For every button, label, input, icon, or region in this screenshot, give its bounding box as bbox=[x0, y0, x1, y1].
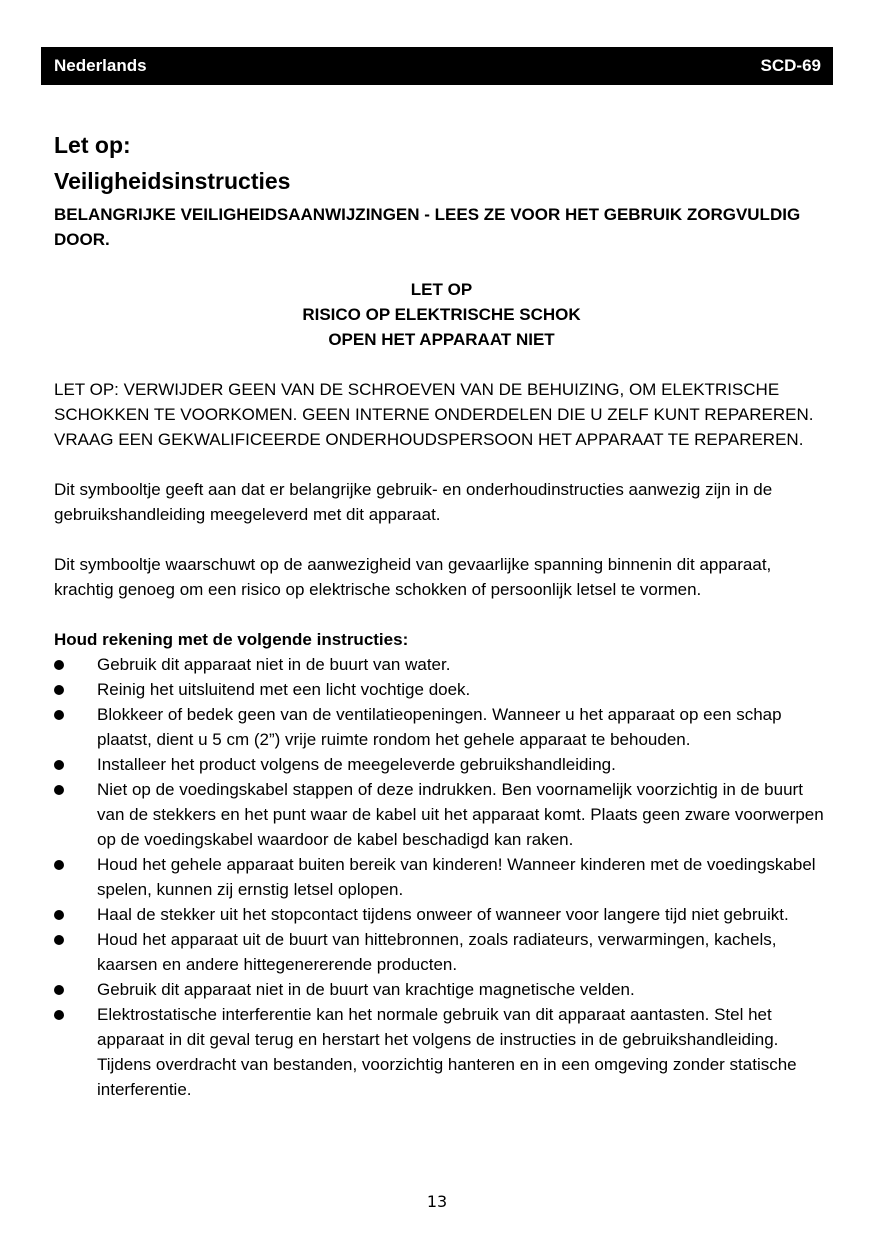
symbol-paragraph-1: Dit symbooltje geeft aan dat er belangrijke gebruik- en onderhoudinstructies aanwezig zijn in de gebruikshandleiding meegeleverd met dit apparaat. bbox=[54, 480, 773, 524]
list-item-text: Blokkeer of bedek geen van de ventilatieopeningen. Wanneer u het apparaat op een schap plaatst, dient u 5 cm (2”) vrije ruimte rondom het gehele apparaat te behouden. bbox=[97, 705, 782, 749]
list-item-text: Houd het gehele apparaat buiten bereik van kinderen! Wanneer kinderen met de voedingskabel spelen, kunnen zij ernstig letsel oplopen. bbox=[97, 855, 816, 899]
list-item-text: Houd het apparaat uit de buurt van hittebronnen, zoals radiateurs, verwarmingen, kachels, kaarsen en andere hittegenererende producten. bbox=[97, 930, 777, 974]
bullet-icon bbox=[54, 860, 64, 870]
list-item-text: Installeer het product volgens de meegeleverde gebruikshandleiding. bbox=[97, 755, 616, 774]
caution-block bbox=[54, 277, 829, 352]
caution-line-2: RISICO OP ELEKTRISCHE SCHOK bbox=[302, 305, 581, 324]
bullet-icon bbox=[54, 1010, 64, 1020]
list-item bbox=[54, 652, 829, 677]
list-item-text: Haal de stekker uit het stopcontact tijdens onweer of wanneer voor langere tijd niet gebruikt. bbox=[97, 905, 789, 924]
warning-paragraph: LET OP: VERWIJDER GEEN VAN DE SCHROEVEN VAN DE BEHUIZING, OM ELEKTRISCHE SCHOKKEN TE VOORKOMEN. GEEN INTERNE ONDERDELEN DIE U ZELF KUNT REPAREREN. VRAAG EEN GEKWALIFICEERDE ONDERHOUDSPERSOON HET APPARAAT TE REPAREREN. bbox=[54, 380, 814, 449]
page-number: 13 bbox=[426, 1192, 448, 1211]
caution-line-1: LET OP bbox=[410, 280, 473, 299]
symbol-paragraph-2: Dit symbooltje waarschuwt op de aanwezigheid van gevaarlijke spanning binnenin dit apparaat, krachtig genoeg om een risico op elektrische schokken of persoonlijk letsel te vormen. bbox=[54, 555, 772, 599]
list-item bbox=[54, 852, 829, 902]
header-language: Nederlands bbox=[54, 56, 147, 75]
list-item bbox=[54, 752, 829, 777]
list-item bbox=[54, 702, 829, 752]
page-header bbox=[41, 47, 833, 85]
list-item bbox=[54, 977, 829, 1002]
list-item bbox=[54, 927, 829, 977]
bullet-icon bbox=[54, 910, 64, 920]
list-item-text: Elektrostatische interferentie kan het normale gebruik van dit apparaat aantasten. Stel het apparaat in dit geval terug en herstart het volgens de instructies in de gebruikshandleiding. Tijdens overdracht van bestanden, voorzichtig hanteren en in een omgeving zonder statische interferentie. bbox=[97, 1005, 797, 1099]
bullet-icon bbox=[54, 785, 64, 795]
bullet-icon bbox=[54, 985, 64, 995]
caution-line-3: OPEN HET APPARAAT NIET bbox=[328, 330, 555, 349]
list-item-text: Gebruik dit apparaat niet in de buurt van krachtige magnetische velden. bbox=[97, 980, 635, 999]
list-item-text: Gebruik dit apparaat niet in de buurt van water. bbox=[97, 655, 451, 674]
important-notice: BELANGRIJKE VEILIGHEIDSAANWIJZINGEN - LEES ZE VOOR HET GEBRUIK ZORGVULDIG DOOR. bbox=[54, 205, 801, 249]
title-line-1: Let op: bbox=[54, 132, 131, 158]
list-item bbox=[54, 902, 829, 927]
bullet-icon bbox=[54, 760, 64, 770]
list-item bbox=[54, 1002, 829, 1102]
header-model: SCD-69 bbox=[760, 56, 821, 75]
list-item bbox=[54, 677, 829, 702]
bullet-icon bbox=[54, 660, 64, 670]
list-item bbox=[54, 777, 829, 852]
list-item-text: Reinig het uitsluitend met een licht vochtige doek. bbox=[97, 680, 471, 699]
bullet-icon bbox=[54, 685, 64, 695]
bullet-icon bbox=[54, 935, 64, 945]
bullet-icon bbox=[54, 710, 64, 720]
instructions-list bbox=[54, 652, 829, 1102]
title-line-2: Veiligheidsinstructies bbox=[54, 168, 291, 194]
instructions-title: Houd rekening met de volgende instructies: bbox=[54, 630, 409, 649]
list-item-text: Niet op de voedingskabel stappen of deze indrukken. Ben voornamelijk voorzichtig in de buurt van de stekkers en het punt waar de kabel uit het apparaat komt. Plaats geen zware voorwerpen op de voedingskabel waardoor de kabel beschadigd kan raken. bbox=[97, 780, 824, 849]
page-content bbox=[54, 127, 829, 1102]
